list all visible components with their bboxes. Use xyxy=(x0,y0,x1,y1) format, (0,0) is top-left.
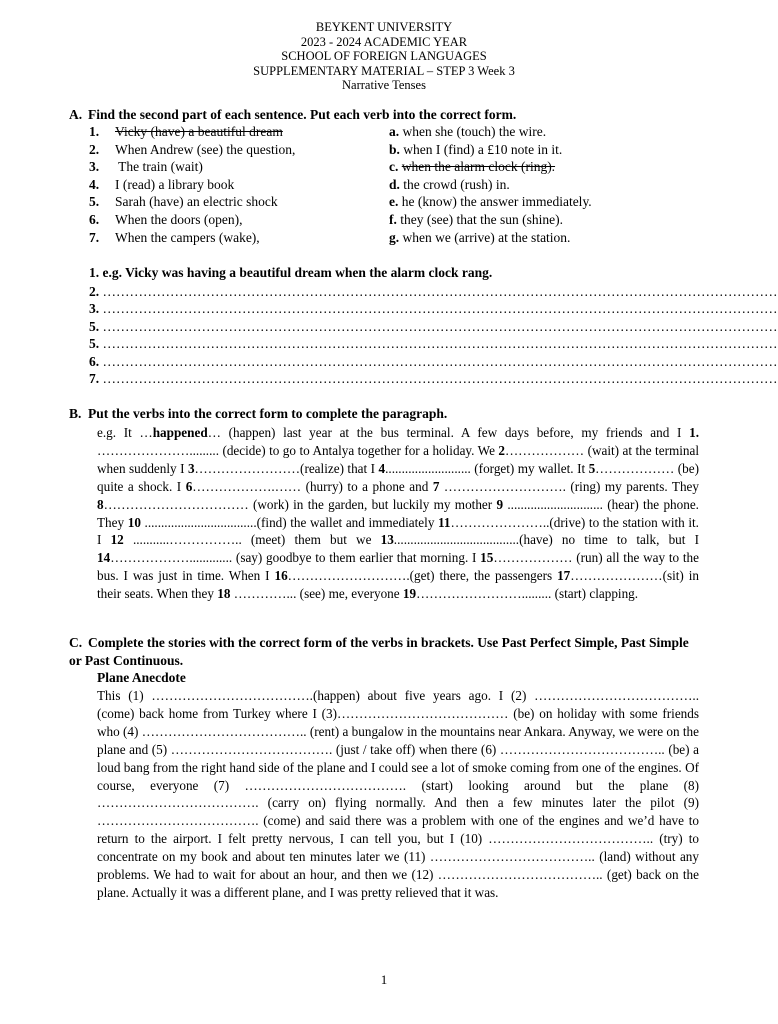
section-b-paragraph: e.g. It …happened… (happen) last year at the bus terminal. A few days before, my friends and I 1. …………………......... (decide) to go to Antalya together for a holiday. We 2……………… (wait) at the terminal when suddenly I 3……………………(realize) that I 4.......................... (forget) my wallet. It 5……………… (be) quite a shock. I 6……………….…… (hurry) to a phone and 7 ………………………. (ring) my parents. They 8…………………………… (work) in the garden, but luckily my mother 9 ............................. (hear) the phone. They 10 ..................................(find) the wallet and immediately 11…………………..(drive) to the station with it. I 12 ...........…………….. (meet) them but we 13......................................(have) no time to talk, but I 14………………............. (say) goodbye to them earlier that morning. I 15……………… (run) all the way to the bus. I was just in time. When I 16……………………….(get) there, the passengers 17…………………(sit) in their seats. When they 18 …………... (see) me, everyone 19……………………......... (start) clapping. xyxy=(97,425,699,602)
answer-line[interactable]: 2. …………………………………………………………………………………………………………………………………… xyxy=(89,284,778,299)
example-answer: 1. e.g. Vicky was having a beautiful dream when the alarm clock rang. xyxy=(89,265,493,280)
section-a-letter: A. xyxy=(69,107,83,122)
section-c-title xyxy=(69,634,699,670)
section-a-title xyxy=(69,106,516,124)
academic-year: 2023 - 2024 ACADEMIC YEAR xyxy=(300,34,468,49)
document-header xyxy=(0,20,768,93)
section-b-title xyxy=(69,405,447,423)
left-item: 4. I (read) a library book xyxy=(89,177,235,192)
left-item: 3. The train (wait) xyxy=(89,159,203,174)
right-item: g. when we (arrive) at the station. xyxy=(389,230,571,245)
university-name: BEYKENT UNIVERSITY xyxy=(315,20,453,34)
right-item: f. they (see) that the sun (shine). xyxy=(389,212,563,227)
right-item: c. when the alarm clock (ring). xyxy=(389,159,556,174)
answer-line[interactable]: 7. …………………………………………………………………………………………………………………………………… xyxy=(89,371,778,386)
section-c-letter: C. xyxy=(69,635,83,650)
section-b-letter: B. xyxy=(69,406,82,421)
topic-title: Narrative Tenses xyxy=(342,78,426,92)
page-number: 1 xyxy=(380,972,388,987)
right-item: d. the crowd (rush) in. xyxy=(389,177,510,192)
answer-line[interactable]: 3. …………………………………………………………………………………………………………………………………… xyxy=(89,301,778,316)
section-c-story: This (1) ……………………………….(happen) about five years ago. I (2) ……………………………….. (come) back home from Turkey where I (3)………………………………… (be) on holiday with some friends who (4) ……………………………….. (rent) a bungalow in the mountains near Ankara. Anyway, we were on the plane and (5) ………………………………. (just / take off) when there (6) ……………………………….. (be) a loud bang from the right hand side of the plane and I could see a lot of smoke coming from one of the engines. Of course, everyone (7) ………………………………. (start) looking around but the plane (8) ………………………………. (carry on) flying normally. And then a few minutes later the pilot (9) ………………………………. (come) and said there was a problem with one of the engines and we’d have to return to the airport. I felt pretty nervous, I can tell you, but I (10) ……………………………….. (try) to concentrate on my book and about ten minutes later we (11) ……………………………….. (land) without any problems. We had to wait for about an hour, and then we (12) ……………………………….. (get) back on the plane. Actually it was a different plane, and I was pretty relieved that it was. xyxy=(97,688,699,900)
left-item: 5. Sarah (have) an electric shock xyxy=(89,194,278,209)
right-item: b. when I (find) a £10 note in it. xyxy=(389,142,563,157)
story-subtitle: Plane Anecdote xyxy=(97,670,186,685)
answer-line[interactable]: 5. …………………………………………………………………………………………………………………………………… xyxy=(89,319,778,334)
material-title: SUPPLEMENTARY MATERIAL – STEP 3 Week 3 xyxy=(253,63,515,78)
answer-line[interactable]: 6. …………………………………………………………………………………………………………………………………… xyxy=(89,354,778,369)
section-c-instruction: Complete the stories with the correct form of the verbs in brackets. Use Past Perfect Simple, Past Simple or Past Continuous. xyxy=(69,635,689,668)
school-name: SCHOOL OF FOREIGN LANGUAGES xyxy=(281,49,487,63)
left-item: 7. When the campers (wake), xyxy=(89,230,260,245)
section-a-instruction: Find the second part of each sentence. Put each verb into the correct form. xyxy=(88,107,517,122)
right-item: e. he (know) the answer immediately. xyxy=(389,194,592,209)
left-item: 1. Vicky (have) a beautiful dream xyxy=(89,124,283,139)
left-item: 6. When the doors (open), xyxy=(89,212,243,227)
answer-line[interactable]: 5. …………………………………………………………………………………………………………………………………… xyxy=(89,336,778,351)
left-item: 2. When Andrew (see) the question, xyxy=(89,142,296,157)
right-item: a. when she (touch) the wire. xyxy=(389,124,547,139)
section-b-instruction: Put the verbs into the correct form to complete the paragraph. xyxy=(88,406,448,421)
